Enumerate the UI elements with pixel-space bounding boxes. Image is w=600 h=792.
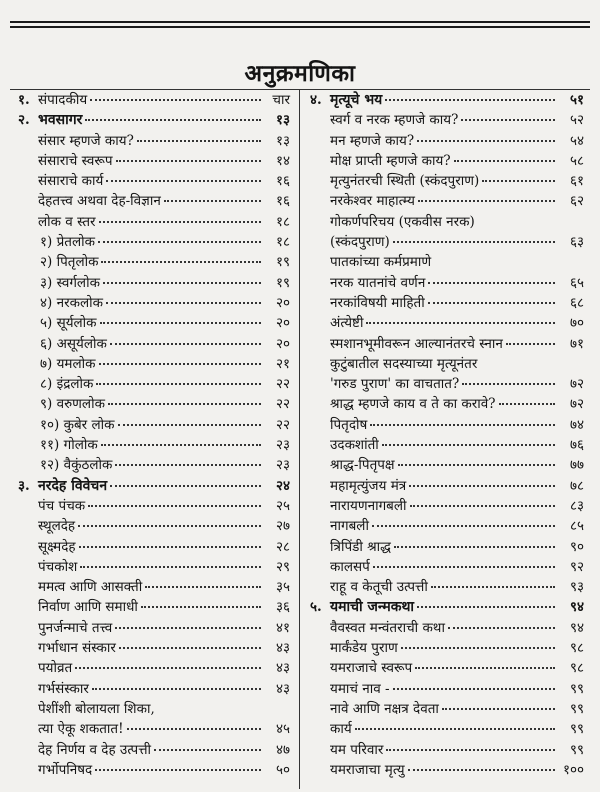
toc-entry-title: ६) असूर्यलोक	[40, 335, 107, 352]
toc-entry-page: ४१	[275, 619, 290, 636]
toc-entry-title: ३) स्वर्गलोक	[40, 274, 100, 291]
toc-entry-page: ९९	[569, 680, 584, 697]
toc-entry-title: देह निर्णय व देह उत्पत्ती	[38, 741, 152, 758]
toc-entry-page: ६३	[569, 234, 584, 251]
toc-entry-title: ५) सूर्यलोक	[40, 315, 97, 332]
toc-entry-page: ९४	[569, 599, 584, 616]
dot-leader	[80, 566, 261, 568]
toc-entry-title: यमाची जन्मकथा	[330, 599, 415, 616]
toc-entry-title: ७) यमलोक	[40, 355, 96, 372]
toc-entry-title: १२) वैकुंठलोक	[40, 457, 113, 474]
dot-leader	[100, 322, 261, 324]
toc-entry	[310, 171, 584, 191]
dot-leader	[116, 160, 261, 162]
toc-entry	[310, 476, 584, 496]
toc-entry-title: यम परिवार	[330, 741, 384, 758]
dot-leader	[99, 221, 261, 223]
toc-entry-title: मृत्युनंतरची स्थिती (स्कंदपुराण)	[330, 173, 480, 190]
dot-leader	[88, 505, 261, 507]
toc-entry	[18, 313, 290, 333]
toc-entry-page: २५	[275, 497, 290, 514]
dot-leader	[101, 444, 261, 446]
dot-leader	[454, 160, 555, 162]
toc-entry-page: २२	[275, 376, 290, 393]
dot-leader	[506, 343, 555, 345]
toc-entry-title: ८) इंद्रलोक	[40, 376, 94, 393]
toc-entry-page: २१	[275, 355, 290, 372]
toc-entry-page: ७०	[569, 315, 584, 332]
top-double-rule-1	[10, 21, 590, 23]
toc-entry-page: १९	[275, 254, 290, 271]
toc-entry-title: कार्य	[330, 721, 352, 738]
toc-entry-page: ६५	[569, 274, 584, 291]
dot-leader	[386, 749, 555, 751]
toc-entry	[310, 557, 584, 577]
toc-entry	[18, 760, 290, 780]
dot-leader	[417, 606, 555, 608]
toc-entry	[18, 334, 290, 354]
toc-entry-title: नरक यातनांचे वर्णन	[330, 274, 426, 291]
toc-entry	[18, 496, 290, 516]
dot-leader	[382, 444, 555, 446]
dot-leader	[164, 200, 261, 202]
toc-entry-page: १३	[275, 112, 290, 129]
dot-leader	[393, 688, 555, 690]
toc-entry	[310, 435, 584, 455]
toc-entry-page: १४	[275, 152, 290, 169]
toc-entry-page: ३५	[275, 579, 290, 596]
toc-entry-page: १६	[275, 193, 290, 210]
toc-entry-number: ५.	[310, 599, 322, 616]
toc-entry	[310, 90, 584, 110]
toc-entry	[310, 658, 584, 678]
toc-entry-page: ५०	[275, 761, 290, 778]
toc-entry-title: नरकेश्वर माहात्म्य	[330, 193, 415, 210]
toc-entry-page: ७१	[569, 335, 584, 352]
toc-entry	[18, 679, 290, 699]
dot-leader	[95, 769, 261, 771]
toc-entry-page: ६८	[569, 294, 584, 311]
toc-entry-page: २०	[275, 335, 290, 352]
toc-entry-title: यमराजाचे स्वरूप	[330, 660, 413, 677]
toc-entry	[310, 313, 584, 333]
toc-entry-title: देहतत्त्व अथवा देह-विज्ञान	[38, 193, 161, 210]
toc-entry-title: त्रिपिंडी श्राद्ध	[330, 538, 391, 555]
toc-entry-title: निर्वाण आणि समाधी	[38, 599, 138, 616]
toc-entry-title: संसार म्हणजे काय?	[38, 132, 134, 149]
toc-entry	[310, 455, 584, 475]
toc-entry-page: २२	[275, 396, 290, 413]
toc-entry-page: ५४	[569, 132, 584, 149]
toc-entry-title: सूक्ष्मदेह	[38, 538, 76, 555]
dot-leader	[110, 343, 261, 345]
toc-entry	[310, 760, 584, 780]
toc-entry-title: 'गरुड पुराण' का वाचतात?	[330, 376, 460, 393]
toc-entry-title: भवसागर	[38, 112, 83, 129]
dot-leader	[385, 99, 555, 101]
dot-leader	[90, 99, 261, 101]
toc-entry-title: संपादकीय	[38, 92, 88, 108]
toc-entry-page: १६	[275, 173, 290, 190]
toc-entry-title: स्मशानभूमीवरून आल्यानंतरचे स्नान	[330, 335, 503, 352]
toc-entry-page: १८	[275, 234, 290, 251]
toc-entry-title: पेशींशी बोलायला शिका,	[38, 700, 155, 717]
toc-entry-number: २.	[18, 112, 30, 129]
toc-entry-page: २३	[275, 457, 290, 474]
toc-entry-title: मृत्यूचे भय	[330, 92, 383, 108]
toc-entry-title: स्वर्ग व नरक म्हणजे काय?	[330, 112, 459, 129]
toc-entry-title: ४) नरकलोक	[40, 294, 103, 311]
toc-entry-number: १.	[18, 92, 30, 108]
toc-entry-page: २०	[275, 294, 290, 311]
toc-entry	[18, 719, 290, 739]
dot-leader	[442, 708, 555, 710]
toc-entry-title: नागबली	[330, 518, 369, 535]
toc-entry-page: ४३	[275, 660, 290, 677]
toc-entry-page: ३६	[275, 599, 290, 616]
dot-leader	[461, 119, 555, 121]
dot-leader	[137, 140, 261, 142]
toc-entry	[18, 131, 290, 151]
toc-entry-title: पातकांच्या कर्मप्रमाणे	[330, 254, 432, 271]
dot-leader	[119, 647, 261, 649]
toc-entry-page: ५८	[569, 152, 584, 169]
dot-leader	[448, 627, 555, 629]
dot-leader	[410, 505, 555, 507]
toc-entry	[18, 577, 290, 597]
dot-leader	[428, 302, 555, 304]
dot-leader	[145, 586, 261, 588]
dot-leader	[118, 424, 261, 426]
dot-leader	[154, 749, 261, 751]
toc-entry-title: ९) वरुणलोक	[40, 396, 105, 413]
toc-entry-page: चार	[272, 92, 290, 108]
dot-leader	[428, 282, 555, 284]
toc-entry	[18, 415, 290, 435]
dot-leader	[106, 180, 261, 182]
dot-leader	[96, 383, 261, 385]
toc-entry-page: ९८	[569, 660, 584, 677]
toc-entry-page: २९	[275, 558, 290, 575]
dot-leader	[398, 464, 555, 466]
toc-entry	[18, 516, 290, 536]
dot-leader	[499, 403, 555, 405]
toc-entry-page: २४	[275, 477, 290, 494]
toc-entry-page: ८३	[569, 497, 584, 514]
toc-entry-title: उदकशांती	[330, 437, 379, 454]
dot-leader	[115, 627, 261, 629]
toc-entry	[310, 679, 584, 699]
toc-entry	[310, 354, 584, 374]
toc-entry-page: ९९	[569, 741, 584, 758]
dot-leader	[393, 241, 555, 243]
toc-entry-page: ६१	[569, 173, 584, 190]
toc-entry	[18, 394, 290, 414]
toc-entry-page: १००	[562, 761, 584, 778]
toc-entry-title: ममत्व आणि आसक्ती	[38, 579, 143, 596]
toc-entry-title: स्थूलदेह	[38, 518, 76, 535]
dot-leader	[431, 586, 555, 588]
toc-entry-title: गर्भोपनिषद	[38, 761, 93, 778]
toc-entry	[18, 455, 290, 475]
toc-entry-title: संसाराचे स्वरूप	[38, 152, 113, 169]
toc-entry-page: ९९	[569, 700, 584, 717]
toc-entry-title: गोकर्णपरिचय (एकवीस नरक)	[330, 213, 475, 230]
toc-entry	[18, 110, 290, 130]
toc-entry-title: महामृत्युंजय मंत्र	[330, 477, 407, 494]
toc-entry-title: वैवस्वत मन्वंतराची कथा	[330, 619, 445, 636]
toc-entry-page: २७	[275, 518, 290, 535]
toc-entry	[310, 151, 584, 171]
toc-entry-title: नावे आणि नक्षत्र देवता	[330, 700, 439, 717]
toc-entry-title: पुनर्जन्माचे तत्त्व	[38, 619, 113, 636]
page-title: अनुक्रमणिका	[244, 61, 356, 87]
toc-entry	[310, 110, 584, 130]
toc-entry	[310, 516, 584, 536]
toc-entry-page: ४३	[275, 640, 290, 657]
toc-entry-title: त्या ऐकू शकतात!	[38, 721, 124, 738]
dot-leader	[355, 728, 555, 730]
toc-entry	[310, 537, 584, 557]
dot-leader	[115, 464, 261, 466]
toc-entry	[310, 496, 584, 516]
toc-entry	[18, 293, 290, 313]
toc-entry	[310, 232, 584, 252]
toc-entry-page: ८५	[569, 518, 584, 535]
dot-leader	[127, 728, 261, 730]
toc-entry	[18, 374, 290, 394]
toc-entry-title: २) पितृलोक	[40, 254, 99, 271]
toc-entry-page: ९२	[569, 558, 584, 575]
toc-entry-title: मार्कंडेय पुराण	[330, 640, 398, 657]
toc-entry-page: ४७	[275, 741, 290, 758]
toc-entry-title: नरकांविषयी माहिती	[330, 294, 425, 311]
toc-entry	[310, 273, 584, 293]
toc-entry-page: २२	[275, 416, 290, 433]
toc-entry-title: नरदेह विवेचन	[38, 477, 108, 494]
toc-entry	[310, 212, 584, 232]
toc-entry-title: मोक्ष प्राप्ती म्हणजे काय?	[330, 152, 451, 169]
toc-entry-title: पितृदोष	[330, 416, 368, 433]
dot-leader	[373, 566, 555, 568]
dot-leader	[103, 282, 261, 284]
toc-entry-title: गर्भाधान संस्कार	[38, 640, 116, 657]
toc-entry	[18, 90, 290, 110]
toc-entry-title: कुटुंबातील सदस्याच्या मृत्यूनंतर	[330, 355, 478, 372]
toc-entry-page: ७२	[569, 396, 584, 413]
toc-entry	[18, 638, 290, 658]
toc-entry	[18, 618, 290, 638]
toc-entry	[18, 212, 290, 232]
toc-entry-title: पंच पंचक	[38, 497, 86, 514]
toc-entry	[310, 191, 584, 211]
toc-entry	[310, 719, 584, 739]
toc-entry	[18, 354, 290, 374]
dot-leader	[482, 180, 555, 182]
toc-entry	[310, 597, 584, 617]
toc-entry-page: १९	[275, 274, 290, 291]
toc-entry-page: ९०	[569, 538, 584, 555]
dot-leader	[415, 667, 555, 669]
toc-entry-title: पयोव्रत	[38, 660, 73, 677]
toc-entry	[18, 557, 290, 577]
toc-entry-title: १०) कुबेर लोक	[40, 416, 115, 433]
toc-entry	[18, 537, 290, 557]
dot-leader	[408, 769, 555, 771]
dot-leader	[99, 363, 262, 365]
toc-entry-page: १३	[275, 132, 290, 149]
dot-leader	[78, 525, 261, 527]
toc-entry-page: २८	[275, 538, 290, 555]
toc-entry	[18, 476, 290, 496]
toc-entry-title: (स्कंदपुराण)	[330, 234, 390, 251]
top-double-rule-2	[10, 26, 590, 28]
toc-entry-title: अंत्येष्टी	[330, 315, 364, 332]
toc-entry-title: संसाराचे कार्य	[38, 173, 104, 190]
dot-leader	[79, 546, 261, 548]
dot-leader	[366, 322, 555, 324]
toc-entry-page: ७८	[569, 477, 584, 494]
toc-entry	[18, 658, 290, 678]
toc-entry	[18, 252, 290, 272]
toc-entry-title: यमाचं नाव -	[330, 680, 390, 697]
dot-leader	[462, 383, 555, 385]
toc-entry-title: लोक व स्तर	[38, 213, 96, 230]
toc-entry	[310, 293, 584, 313]
dot-leader	[394, 546, 555, 548]
toc-entry	[310, 374, 584, 394]
dot-leader	[401, 647, 555, 649]
toc-entry-page: ४३	[275, 680, 290, 697]
toc-entry-title: श्राद्ध म्हणजे काय व ते का करावे?	[330, 396, 496, 413]
dot-leader	[108, 403, 261, 405]
toc-entry-page: ५१	[569, 92, 584, 108]
toc-entry	[310, 638, 584, 658]
toc-entry	[310, 699, 584, 719]
toc-entry-title: राहू व केतूची उत्पत्ती	[330, 579, 428, 596]
dot-leader	[141, 606, 261, 608]
dot-leader	[409, 485, 555, 487]
toc-entry-title: कालसर्प	[330, 558, 370, 575]
toc-entry-page: ९४	[569, 619, 584, 636]
toc-entry-title: श्राद्ध-पितृपक्ष	[330, 457, 395, 474]
toc-entry	[18, 273, 290, 293]
toc-entry-page: ५२	[569, 112, 584, 129]
toc-entry-page: ७२	[569, 376, 584, 393]
dot-leader	[370, 424, 555, 426]
toc-entry	[18, 232, 290, 252]
toc-entry-page: ९८	[569, 640, 584, 657]
toc-entry-page: १८	[275, 213, 290, 230]
dot-leader	[85, 119, 261, 121]
toc-entry-page: ७७	[569, 457, 584, 474]
toc-entry	[310, 415, 584, 435]
toc-entry-page: २३	[275, 437, 290, 454]
dot-leader	[418, 200, 555, 202]
toc-entry	[18, 171, 290, 191]
dot-leader	[101, 261, 261, 263]
dot-leader	[110, 485, 261, 487]
toc-entry-title: यमराजाचा मृत्यु	[330, 761, 405, 778]
toc-left-column	[18, 90, 290, 780]
toc-entry-title: १) प्रेतलोक	[40, 234, 95, 251]
dot-leader	[417, 140, 555, 142]
toc-entry	[310, 394, 584, 414]
toc-entry	[18, 191, 290, 211]
dot-leader	[98, 241, 261, 243]
dot-leader	[372, 525, 555, 527]
toc-entry-title: मन म्हणजे काय?	[330, 132, 415, 149]
toc-entry	[310, 740, 584, 760]
dot-leader	[92, 688, 261, 690]
toc-entry	[18, 435, 290, 455]
dot-leader	[106, 302, 261, 304]
toc-entry-page: ६२	[569, 193, 584, 210]
toc-entry	[310, 131, 584, 151]
toc-entry-page: ७६	[569, 437, 584, 454]
toc-entry-page: ७४	[569, 416, 584, 433]
toc-entry	[310, 618, 584, 638]
toc-entry-page: ९३	[569, 579, 584, 596]
toc-right-column	[310, 90, 584, 780]
column-divider	[299, 89, 300, 789]
toc-entry-title: गर्भसंस्कार	[38, 680, 89, 697]
dot-leader	[75, 667, 261, 669]
toc-entry-title: ११) गोलोक	[40, 437, 98, 454]
toc-entry	[18, 699, 290, 719]
toc-entry-number: ४.	[310, 92, 322, 108]
toc-entry-page: ९९	[569, 721, 584, 738]
toc-entry-number: ३.	[18, 477, 30, 494]
toc-entry-page: ४५	[275, 721, 290, 738]
toc-entry-title: नारायणनागबली	[330, 497, 407, 514]
toc-entry	[18, 597, 290, 617]
toc-entry	[310, 252, 584, 272]
toc-entry	[310, 577, 584, 597]
toc-entry-page: २०	[275, 315, 290, 332]
toc-entry	[18, 740, 290, 760]
toc-entry	[18, 151, 290, 171]
toc-entry	[310, 334, 584, 354]
toc-entry-title: पंचकोश	[38, 558, 78, 575]
